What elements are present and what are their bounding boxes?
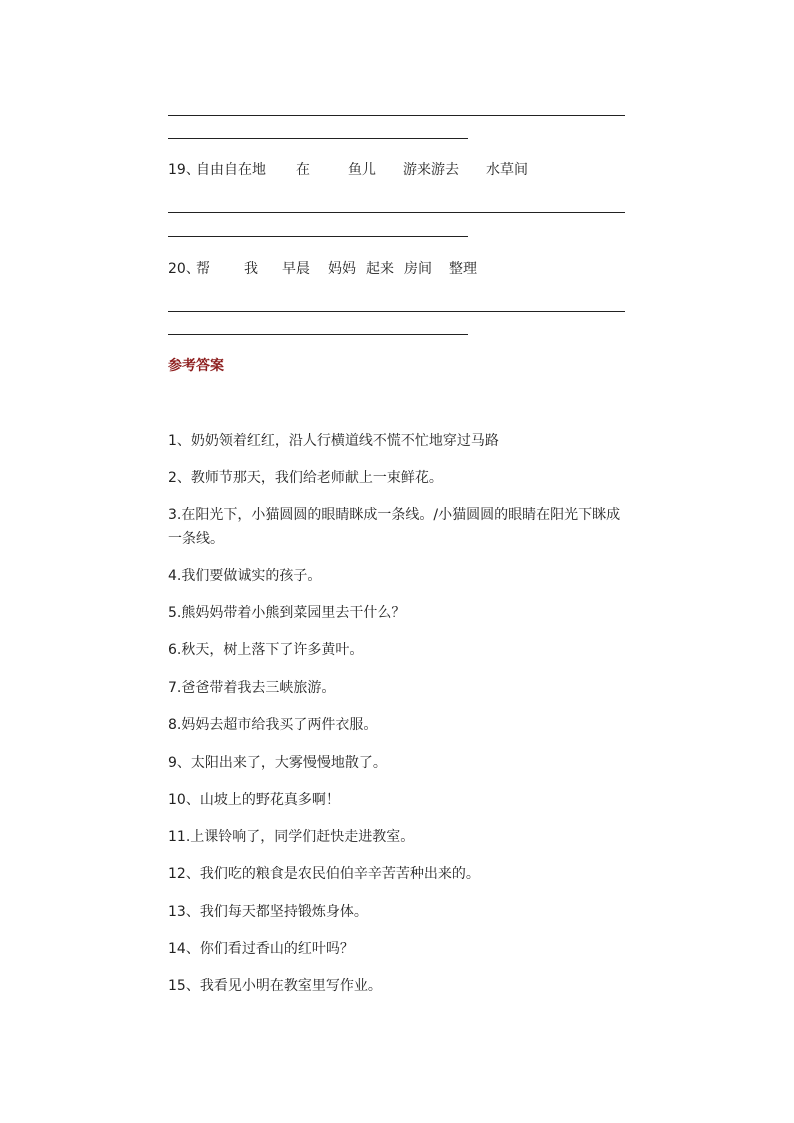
answer-item: 2、教师节那天，我们给老师献上一束鲜花。 <box>168 470 443 486</box>
word-card: 游来游去 <box>403 162 459 178</box>
answer-item: 5.熊妈妈带着小熊到菜园里去干什么？ <box>168 605 406 621</box>
answer-item: 3.在阳光下，小猫圆圆的眼睛眯成一条线。/小猫圆圆的眼睛在阳光下眯成一条线。 <box>168 507 621 547</box>
answer-line <box>168 212 625 213</box>
answer-line <box>168 138 468 139</box>
question-number: 19、 <box>168 162 200 178</box>
answer-item: 15、我看见小明在教室里写作业。 <box>168 978 382 994</box>
word-card: 早晨 <box>282 261 310 277</box>
answer-item: 7.爸爸带着我去三峡旅游。 <box>168 680 336 696</box>
word-card: 帮 <box>196 261 210 277</box>
answer-line <box>168 115 625 116</box>
answer-item: 13、我们每天都坚持锻炼身体。 <box>168 904 368 920</box>
word-card: 我 <box>244 261 258 277</box>
answer-line <box>168 311 625 312</box>
word-card: 起来 <box>366 261 394 277</box>
word-card: 房间 <box>404 261 432 277</box>
answer-line <box>168 236 468 237</box>
answer-item: 12、我们吃的粮食是农民伯伯辛辛苦苦种出来的。 <box>168 866 480 882</box>
word-card: 鱼儿 <box>348 162 376 178</box>
answer-item: 11.上课铃响了，同学们赶快走进教室。 <box>168 829 415 845</box>
word-card: 妈妈 <box>328 261 356 277</box>
answer-line <box>168 334 468 335</box>
answer-item: 14、你们看过香山的红叶吗？ <box>168 941 354 957</box>
answer-item: 8.妈妈去超市给我买了两件衣服。 <box>168 717 378 733</box>
word-card: 在 <box>296 162 310 178</box>
answer-key-heading: 参考答案 <box>168 358 224 374</box>
answer-item: 6.秋天，树上落下了许多黄叶。 <box>168 642 364 658</box>
word-card: 自由自在地 <box>196 162 266 178</box>
answer-item: 1、奶奶领着红红，沿人行横道线不慌不忙地穿过马路 <box>168 433 499 449</box>
question-number: 20、 <box>168 261 200 277</box>
answer-item: 10、山坡上的野花真多啊！ <box>168 792 340 808</box>
answer-item: 4.我们要做诚实的孩子。 <box>168 568 322 584</box>
answer-item: 9、太阳出来了，大雾慢慢地散了。 <box>168 755 387 771</box>
word-card: 水草间 <box>486 162 528 178</box>
word-card: 整理 <box>449 261 477 277</box>
